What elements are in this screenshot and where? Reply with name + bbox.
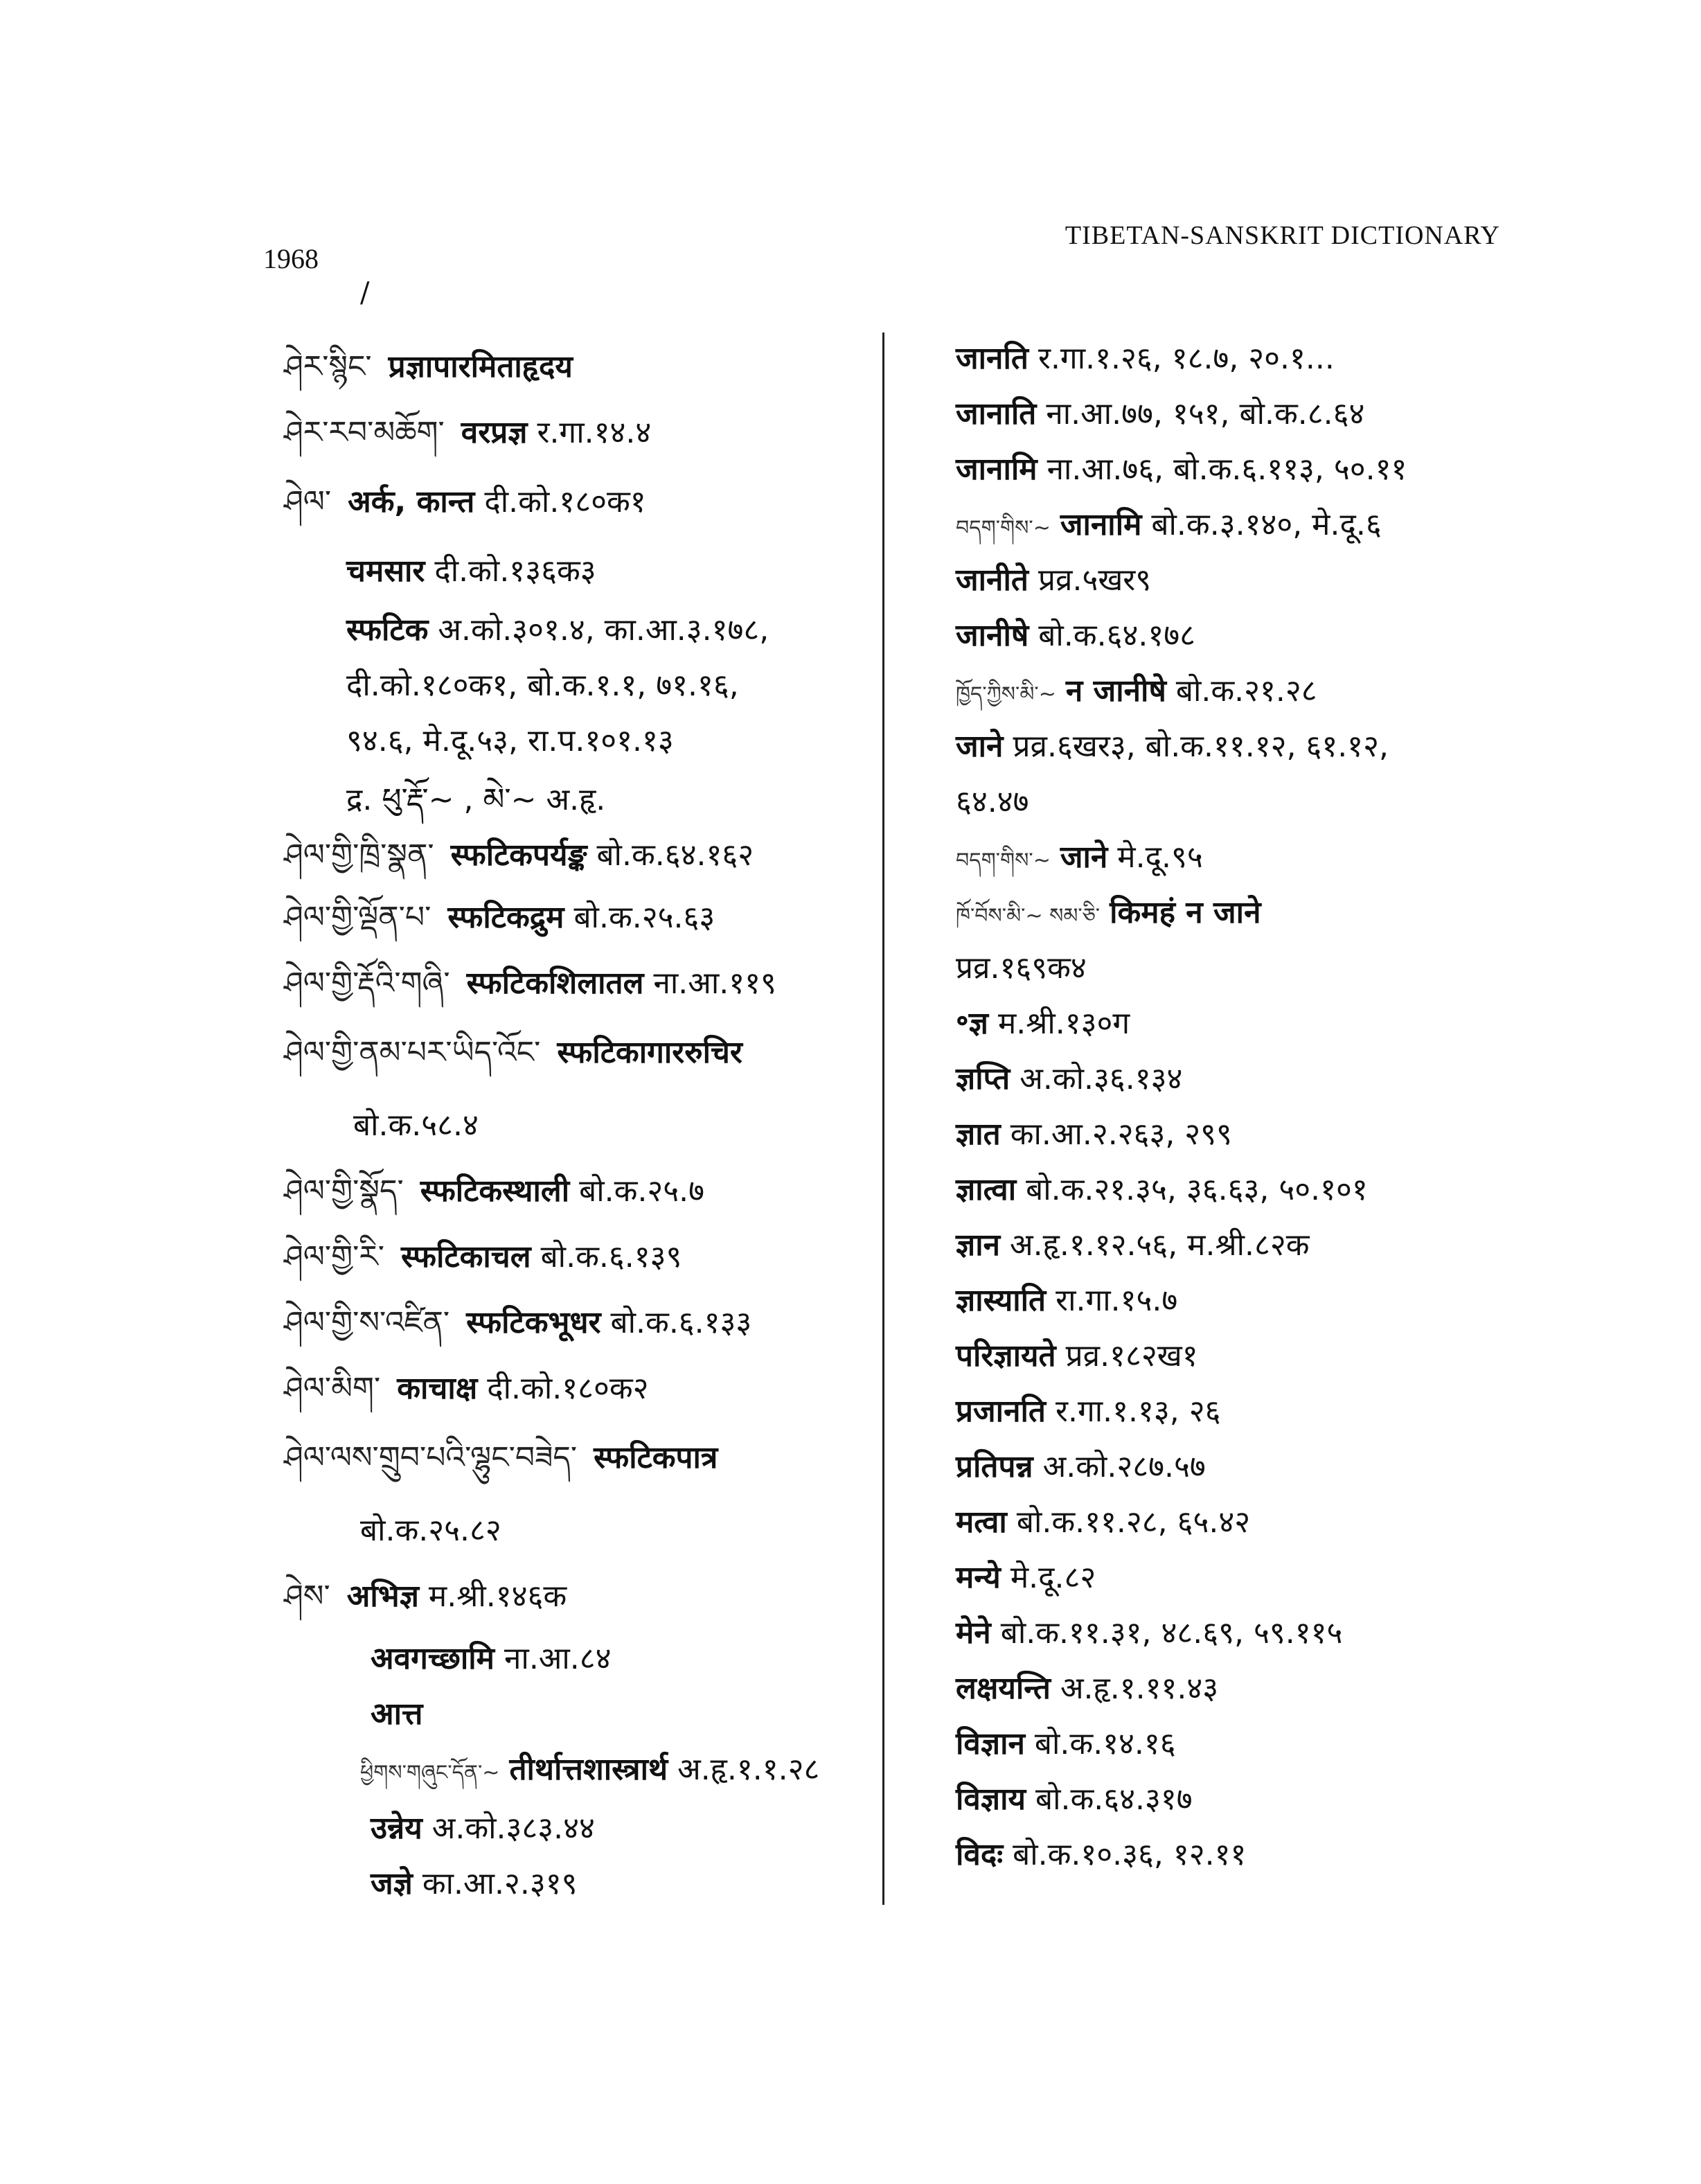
source-reference: ६४.४७ (956, 784, 1029, 819)
sanskrit-equivalent: ज्ञप्ति (956, 1061, 1010, 1097)
source-reference: बो.क.२१.३५, ३६.६३, ५०.१०१ (1026, 1172, 1368, 1207)
dictionary-entry-line (371, 1863, 578, 1905)
sanskrit-equivalent: मन्ये (956, 1560, 1001, 1595)
sanskrit-equivalent: स्फटिकाचल (400, 1239, 531, 1275)
sanskrit-equivalent: स्फटिक (346, 612, 429, 648)
sanskrit-equivalent: विदः (956, 1837, 1004, 1872)
dictionary-entry-line (956, 1391, 1220, 1432)
sanskrit-equivalent: स्फटिकपात्र (594, 1440, 718, 1475)
sanskrit-equivalent: जानाति (956, 396, 1037, 432)
sanskrit-equivalent: जाने (1060, 840, 1108, 875)
sanskrit-equivalent: वरप्रज्ञ (461, 415, 528, 450)
dictionary-entry-line (956, 1779, 1193, 1820)
dictionary-entry-line (284, 346, 582, 388)
sanskrit-equivalent: काचाक्ष (397, 1371, 478, 1406)
dictionary-entry-line (956, 1613, 1342, 1654)
dictionary-entry-line (346, 665, 739, 707)
source-reference: बो.क.११.२८, ६५.४२ (1016, 1504, 1251, 1540)
dictionary-entry-line (956, 393, 1364, 435)
sanskrit-equivalent: स्फटिकशिलातल (466, 966, 644, 1001)
source-reference: बो.क.११.३१, ४८.६९, ५९.११५ (1000, 1615, 1343, 1651)
source-reference: बो.क.५८.४ (353, 1108, 479, 1143)
dictionary-entry-line (956, 1058, 1182, 1100)
sanskrit-equivalent: जानीते (956, 562, 1028, 598)
sanskrit-equivalent: मेने (956, 1615, 991, 1651)
dictionary-entry-line (956, 1502, 1250, 1543)
sanskrit-equivalent: स्फटिकपर्यङ्क (450, 837, 587, 873)
tibetan-headword: ཤེལ་གྱི་ཁྲི་སྣན་ (284, 837, 434, 873)
source-reference: र.गा.१.१३, २६ (1055, 1394, 1221, 1429)
source-reference: का.आ.२.२६३, २९९ (1010, 1117, 1232, 1152)
sanskrit-equivalent: जानीषे (956, 618, 1029, 653)
dictionary-entry-line (956, 504, 1382, 549)
stray-mark: / (360, 277, 370, 309)
dictionary-entry-line (956, 837, 1203, 882)
sanskrit-equivalent: ज्ञात्वा (956, 1172, 1017, 1207)
sanskrit-equivalent: प्रजानति (956, 1394, 1046, 1429)
source-reference: बो.क.२५.६३ (573, 900, 715, 935)
sanskrit-equivalent: ज्ञास्याति (956, 1283, 1047, 1318)
dictionary-entry-line (956, 948, 1087, 989)
tibetan-headword: ཤེལ་གྱི་རི་ (284, 1239, 384, 1275)
tibetan-headword: ཤེལ་གྱི་སྣོད་ (284, 1173, 404, 1209)
sanskrit-equivalent: प्रज्ञापारमिताहृदय (388, 349, 573, 384)
dictionary-entry-line (284, 1368, 649, 1410)
source-reference: बो.क.२१.२८ (1175, 673, 1317, 709)
sanskrit-equivalent: जज्ञे (371, 1866, 413, 1901)
source-reference: का.आ.२.३१९ (422, 1866, 578, 1901)
tibetan-headword: ཤེལ་གྱི་ལྡོན་པ་ (284, 900, 431, 935)
source-reference: दी.को.१३६क३ (434, 553, 596, 589)
sanskrit-equivalent: मत्वा (956, 1504, 1007, 1540)
source-reference: अ.हृ.१.१.२८ (677, 1752, 820, 1787)
source-reference: ९४.६, मे.दू.५३, रा.प.१०१.१३ (346, 723, 674, 758)
dictionary-entry-line (284, 1576, 567, 1617)
sanskrit-equivalent: अर्क, कान्त (348, 484, 475, 520)
tibetan-headword: ཤེལ་མིག་ (284, 1371, 381, 1406)
source-reference: प्रव्र.१६९क४ (956, 950, 1087, 986)
tibetan-headword: ཤེར་རབ་མཆོག་ (284, 415, 445, 450)
dictionary-entry-line (284, 412, 651, 454)
page-number: 1968 (263, 243, 319, 274)
dictionary-entry-line (284, 481, 646, 523)
tibetan-headword: ཤེས་ (284, 1579, 330, 1614)
source-reference: दी.को.१८०क१, बो.क.१.१, ७१.१६, (346, 668, 739, 703)
source-reference: बो.क.३.१४०, मे.दू.६ (1151, 507, 1382, 542)
dictionary-entry-line (284, 1302, 751, 1344)
sanskrit-equivalent: चमसार (346, 553, 425, 589)
sanskrit-equivalent: विज्ञान (956, 1726, 1025, 1761)
source-reference: म.श्री.१३०ग (997, 1006, 1130, 1041)
sanskrit-equivalent: अभिज्ञ (346, 1579, 419, 1614)
dictionary-entry-line (956, 1169, 1368, 1211)
sanskrit-equivalent: ज्ञान (956, 1227, 1001, 1263)
dictionary-entry-line (284, 1437, 727, 1479)
dictionary-entry-line (956, 1834, 1246, 1876)
sanskrit-equivalent: जानामि (956, 452, 1037, 487)
dictionary-entry-line (346, 720, 674, 762)
dictionary-entry-line (956, 1723, 1176, 1765)
source-reference: म.श्री.१४६क (428, 1579, 567, 1614)
source-reference: प्रव्र.६खर३, बो.क.११.१२, ६१.१२, (1013, 729, 1389, 764)
sanskrit-equivalent: आत्त (371, 1696, 423, 1732)
dictionary-entry-line (956, 1335, 1198, 1377)
sanskrit-equivalent: विज्ञाय (956, 1782, 1026, 1817)
dictionary-entry-line (956, 1280, 1177, 1322)
dictionary-entry-line (956, 338, 1335, 380)
source-reference: बो.क.६४.१६२ (596, 837, 754, 873)
source-reference: मे.दू.८२ (1010, 1560, 1096, 1595)
tibetan-headword: ཤེལ་ (284, 484, 332, 520)
source-reference: बो.क.२५.७ (579, 1173, 705, 1209)
source-reference: अ.को.३०१.४, का.आ.३.१७८, (438, 612, 769, 648)
source-reference: र.गा.१४.४ (537, 415, 652, 450)
tibetan-headword: ཤེལ་ལས་གྲུབ་པའི་ལྷུང་བཟེད་ (284, 1440, 578, 1475)
running-title: TIBETAN-SANSKRIT DICTIONARY (1065, 221, 1500, 250)
source-reference: दी.को.१८०क२ (487, 1371, 649, 1406)
dictionary-entry-line (353, 1105, 479, 1146)
sanskrit-equivalent: परिज्ञायते (956, 1338, 1056, 1374)
dictionary-entry-line (360, 1510, 501, 1552)
tibetan-headword: ཤེལ་གྱི་ས་འཛིན་ (284, 1305, 450, 1340)
dictionary-entry-line (346, 551, 596, 592)
sanskrit-equivalent: स्फटिकभूधर (466, 1305, 601, 1340)
dictionary-entry-line (371, 1808, 595, 1849)
source-reference: दी.को.१८०क१ (484, 484, 646, 520)
tibetan-headword: ཁོ་བོས་མི་~ སམ་ཅི་ (956, 904, 1101, 928)
dictionary-entry-line (284, 1032, 752, 1074)
dictionary-entry-line (956, 560, 1151, 601)
sanskrit-equivalent: अवगच्छामि (371, 1641, 495, 1676)
source-reference: बो.क.६४.३१७ (1035, 1782, 1193, 1817)
dictionary-entry-line (956, 1446, 1206, 1488)
source-reference: मे.दू.९५ (1117, 840, 1203, 875)
sanskrit-equivalent: उन्नेय (371, 1811, 422, 1846)
source-reference: बो.क.१४.१६ (1034, 1726, 1176, 1761)
source-reference: ना.आ.७७, १५१, बो.क.८.६४ (1046, 396, 1365, 432)
source-reference: बो.क.६४.१७८ (1038, 618, 1195, 653)
dictionary-entry-line (956, 1114, 1232, 1155)
source-reference: बो.क.१०.३६, १२.११ (1013, 1837, 1247, 1872)
dictionary-entry-line (284, 835, 754, 876)
sanskrit-equivalent: ॰ज्ञ (956, 1006, 988, 1041)
dictionary-entry-line (956, 671, 1317, 716)
source-reference: अ.को.३६.१३४ (1019, 1061, 1183, 1097)
dictionary-entry-line (956, 726, 1389, 767)
source-reference: अ.को.२८७.५७ (1042, 1449, 1206, 1484)
sanskrit-equivalent: जानति (956, 341, 1028, 376)
column-divider (882, 332, 884, 1905)
dictionary-entry-line (956, 781, 1029, 823)
tibetan-headword: ཤེལ་གྱི་རྡོའི་གཞི་ (284, 966, 450, 1001)
dictionary-entry-line (284, 963, 776, 1004)
sanskrit-equivalent: जानामि (1060, 507, 1142, 542)
source-reference: ना.आ.८४ (504, 1641, 612, 1676)
tibetan-headword: ཤེལ་གྱི་ནམ་པར་ཡིད་འོང་ (284, 1035, 541, 1070)
source-reference: अ.हृ.१.१२.५६, म.श्री.८२क (1010, 1227, 1310, 1263)
source-reference: ना.आ.११९ (653, 966, 776, 1001)
dictionary-entry-line (371, 1694, 432, 1735)
sanskrit-equivalent: स्फटिकागाररुचिर (557, 1035, 742, 1070)
source-reference: रा.गा.१५.७ (1056, 1283, 1178, 1318)
sanskrit-equivalent: ज्ञात (956, 1117, 1001, 1152)
dictionary-entry-line (346, 610, 769, 651)
dictionary-entry-line (956, 615, 1195, 657)
source-reference: अ.हृ.१.११.४३ (1060, 1671, 1219, 1706)
tibetan-headword: ཁྱོད་ཀྱིས་མི་~ (956, 682, 1056, 707)
dictionary-entry-line (284, 1236, 682, 1278)
sanskrit-equivalent: तीर्थात्तशास्त्रार्थ (509, 1752, 668, 1787)
sanskrit-equivalent: जाने (956, 729, 1004, 764)
sanskrit-equivalent: स्फटिकस्थाली (420, 1173, 570, 1209)
dictionary-entry-line (956, 1557, 1096, 1599)
tibetan-headword: བདག་གིས་~ (956, 516, 1051, 540)
dictionary-entry-line (956, 1668, 1218, 1710)
dictionary-entry-line (371, 1638, 612, 1680)
source-reference: ना.आ.७६, बो.क.६.११३, ५०.११ (1047, 452, 1407, 487)
sanskrit-equivalent: न जानीषे (1065, 673, 1166, 709)
sanskrit-equivalent: प्रतिपन्न (956, 1449, 1033, 1484)
source-reference: बो.क.६.१३९ (540, 1239, 682, 1275)
source-reference: प्रव्र.१८२ख१ (1065, 1338, 1198, 1374)
tibetan-headword: ཕྱིགས་གཞུང་དོན་~ (360, 1761, 500, 1785)
source-reference: द्र. ཕུ་རྡོ་~ , མེ་~ अ.हृ. (346, 782, 606, 817)
dictionary-entry-line (956, 1225, 1310, 1266)
sanskrit-equivalent: लक्षयन्ति (956, 1671, 1051, 1706)
source-reference: र.गा.१.२६, १८.७, २०.१... (1037, 341, 1335, 376)
source-reference: बो.क.६.१३३ (610, 1305, 752, 1340)
sanskrit-equivalent: स्फटिकद्रुम (447, 900, 564, 935)
source-reference: प्रव्र.५खर९ (1037, 562, 1152, 598)
dictionary-entry-line (956, 892, 1271, 937)
source-reference: अ.को.३८३.४४ (431, 1811, 595, 1846)
dictionary-entry-line (360, 1749, 819, 1794)
dictionary-entry-line (956, 1003, 1130, 1045)
sanskrit-equivalent: किमहं न जाने (1110, 895, 1261, 930)
source-reference: बो.क.२५.८२ (360, 1513, 501, 1548)
dictionary-entry-line (956, 449, 1407, 490)
tibetan-headword: ཤེར་སྙིང་ (284, 349, 372, 384)
dictionary-entry-line (284, 1171, 704, 1212)
dictionary-entry-line (284, 897, 715, 939)
dictionary-entry-line (346, 779, 605, 821)
tibetan-headword: བདག་གིས་~ (956, 849, 1051, 873)
